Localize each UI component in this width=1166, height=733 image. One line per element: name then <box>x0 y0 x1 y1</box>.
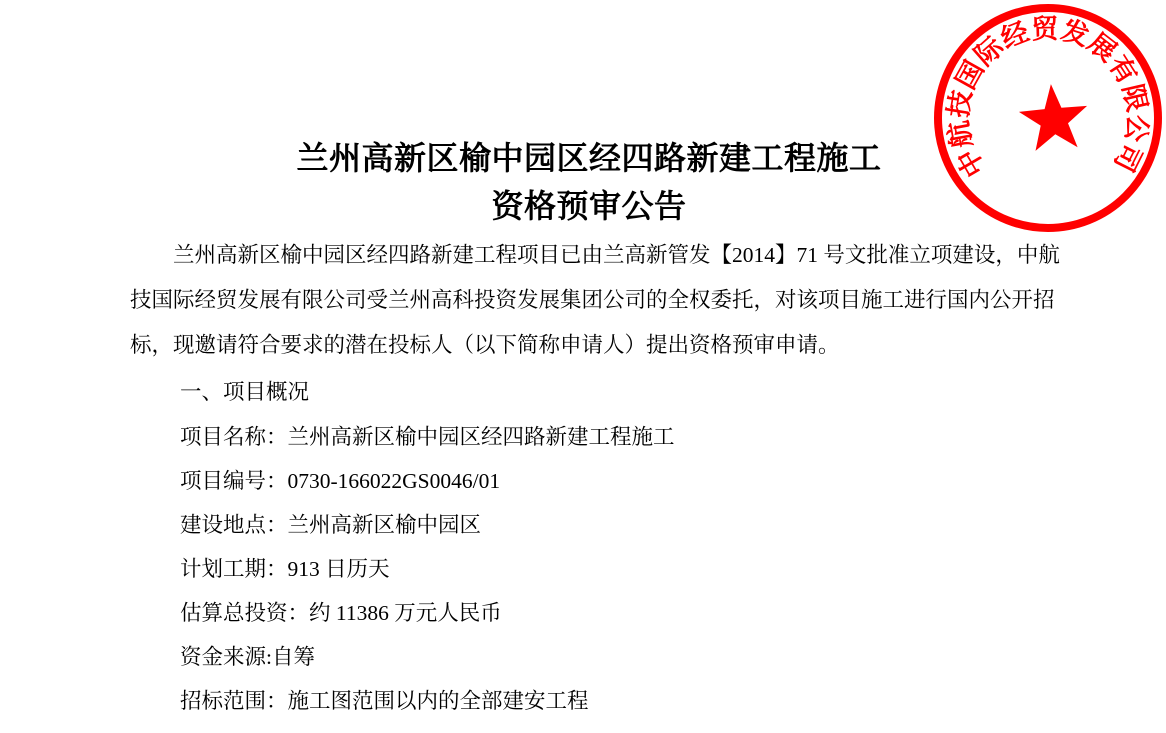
overview-item-funding-source: 资金来源:自筹 <box>180 645 315 669</box>
overview-item-project-name: 项目名称：兰州高新区榆中园区经四路新建工程施工 <box>180 425 675 449</box>
title-line-1: 兰州高新区榆中园区经四路新建工程施工 <box>296 140 882 176</box>
project-overview-list <box>130 415 1048 723</box>
document-title <box>130 134 1048 230</box>
title-line-2: 资格预审公告 <box>491 188 687 224</box>
intro-paragraph-line-2: 技国际经贸发展有限公司受兰州高科投资发展集团公司的全权委托，对该项目施工进行国内公开招 <box>130 288 1055 312</box>
seal-company-name: 中航技国际经贸发展有限公司 <box>943 13 1153 183</box>
intro-paragraph-line-3: 标，现邀请符合要求的潜在投标人（以下简称申请人）提出资格预审申请。 <box>130 333 840 357</box>
overview-item-estimated-investment: 估算总投资：约 11386 万元人民币 <box>180 601 502 625</box>
overview-item-planned-duration: 计划工期：913 日历天 <box>180 557 390 581</box>
announcement-document <box>130 134 1060 723</box>
section-heading-project-overview: 一、项目概况 <box>180 380 310 404</box>
overview-item-project-number: 项目编号：0730-166022GS0046/01 <box>180 469 501 493</box>
overview-item-construction-location: 建设地点：兰州高新区榆中园区 <box>180 513 482 537</box>
intro-paragraph-line-1: 兰州高新区榆中园区经四路新建工程项目已由兰高新管发【2014】71 号文批准立项建设，中航 <box>173 243 1060 267</box>
intro-paragraph <box>130 233 1060 368</box>
overview-item-bidding-scope: 招标范围：施工图范围以内的全部建安工程 <box>180 689 589 713</box>
